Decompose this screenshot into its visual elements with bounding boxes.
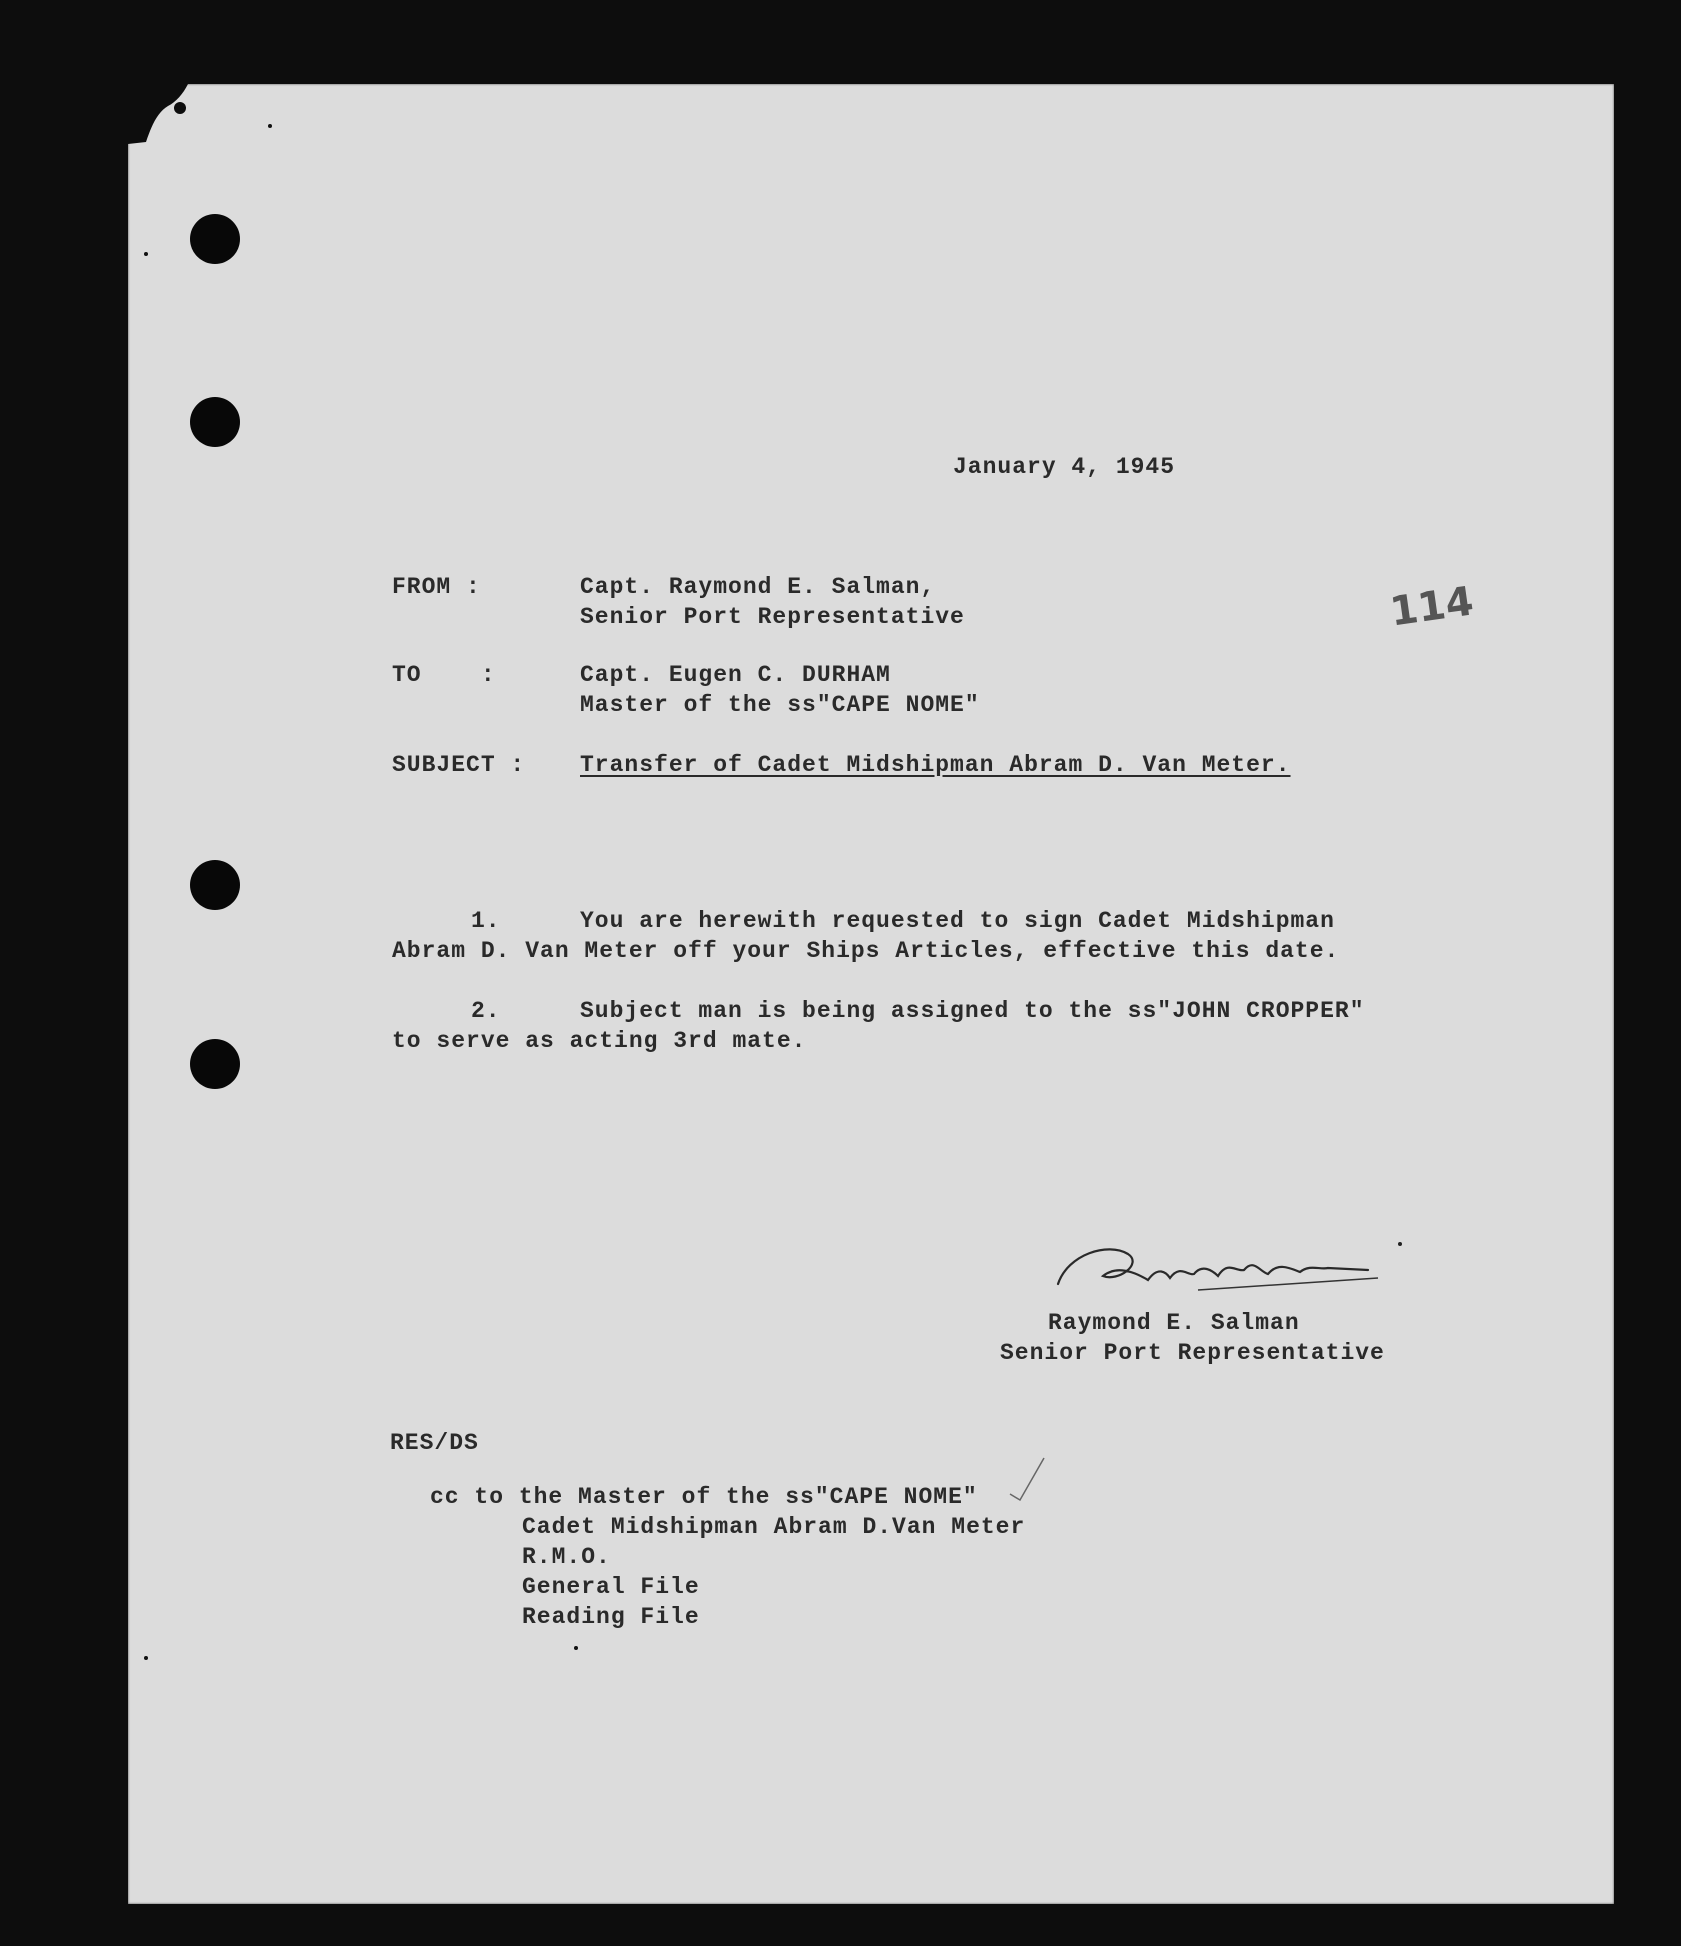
subject-text: Transfer of Cadet Midshipman Abram D. Van Meter. bbox=[580, 752, 1291, 778]
page-number: 114 bbox=[1387, 578, 1477, 636]
to-name: Capt. Eugen C. DURHAM bbox=[580, 662, 891, 688]
subject-label: SUBJECT : bbox=[392, 752, 526, 778]
check-mark-icon bbox=[1008, 1454, 1048, 1504]
signer-title: Senior Port Representative bbox=[1000, 1340, 1385, 1366]
speck bbox=[268, 124, 272, 128]
signer-name: Raymond E. Salman bbox=[1048, 1310, 1300, 1336]
from-name: Capt. Raymond E. Salman, bbox=[580, 574, 936, 600]
from-label: FROM : bbox=[392, 574, 481, 600]
punch-hole-3 bbox=[190, 860, 240, 910]
speck bbox=[574, 1646, 578, 1650]
cc-item-1: Cadet Midshipman Abram D.Van Meter bbox=[522, 1514, 1026, 1540]
letter-page bbox=[128, 84, 1614, 1904]
cc-lead: cc to the Master of the ss"CAPE NOME" bbox=[430, 1484, 978, 1510]
initials: RES/DS bbox=[390, 1430, 479, 1456]
para2-line2: to serve as acting 3rd mate. bbox=[392, 1028, 807, 1054]
para2-line1: Subject man is being assigned to the ss"JOHN CROPPER" bbox=[580, 998, 1365, 1024]
para1-number: 1. bbox=[471, 908, 501, 934]
para1-line2: Abram D. Van Meter off your Ships Articles, effective this date. bbox=[392, 938, 1340, 964]
para1-line1: You are herewith requested to sign Cadet Midshipman bbox=[580, 908, 1335, 934]
handwritten-signature bbox=[1048, 1224, 1408, 1314]
to-label: TO : bbox=[392, 662, 496, 688]
punch-hole-4 bbox=[190, 1039, 240, 1089]
letter-date: January 4, 1945 bbox=[953, 454, 1176, 480]
speck bbox=[144, 252, 148, 256]
para2-number: 2. bbox=[471, 998, 501, 1024]
punch-hole-2 bbox=[190, 397, 240, 447]
punch-hole-1 bbox=[190, 214, 240, 264]
from-title: Senior Port Representative bbox=[580, 604, 965, 630]
torn-corner-mark bbox=[128, 84, 208, 144]
cc-item-2: R.M.O. bbox=[522, 1544, 611, 1570]
cc-item-4: Reading File bbox=[522, 1604, 700, 1630]
speck bbox=[144, 1656, 148, 1660]
to-title: Master of the ss"CAPE NOME" bbox=[580, 692, 980, 718]
cc-item-3: General File bbox=[522, 1574, 700, 1600]
